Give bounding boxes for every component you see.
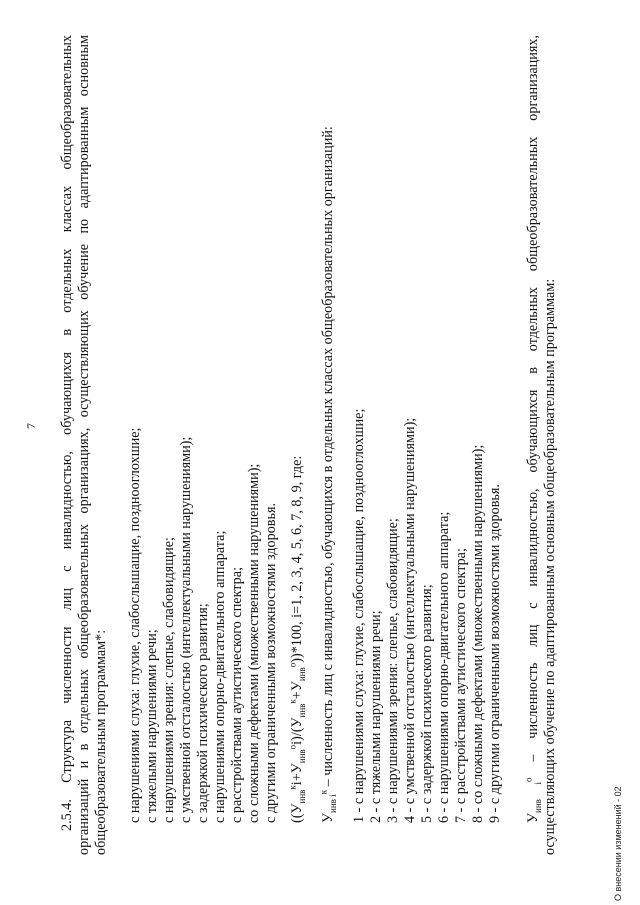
formula [289, 456, 306, 823]
numbered-category-item: 6 - с нарушениями опорно-двигательного аппарата; [436, 511, 452, 823]
category-item: с расстройствами аутистического спектра; [229, 566, 245, 823]
category-item: с нарушениями зрения: слепые, слабовидящие; [161, 537, 177, 823]
footer-note: О внесении изменений - 02 [613, 786, 623, 901]
formula-sub: инв [296, 789, 307, 804]
formula-sup: о [287, 744, 298, 750]
section-heading-line-1: 2.5.4. Структура численности лиц с инвалидностью, обучающихся в отдельных классах общеобразовательных [59, 35, 75, 831]
page-number: 7 [24, 423, 38, 429]
definition-sup: о [523, 777, 534, 782]
definition-sup: к [318, 789, 329, 795]
definition-k [320, 126, 337, 823]
formula-sup: о [287, 662, 298, 668]
formula-part: i [289, 740, 305, 745]
numbered-category-item: 2 - с тяжелыми нарушениями речи; [368, 610, 384, 823]
definition-sub: инв i [327, 794, 338, 813]
numbered-category-item: 9 - с другими ограниченными возможностями здоровья. [487, 484, 503, 823]
category-item: со сложными дефектами (множественными нарушениями); [246, 463, 262, 823]
category-item: с другими ограниченными возможностями здоровья. [263, 502, 279, 823]
definition-o [525, 35, 542, 823]
formula-sub: инв [296, 667, 307, 682]
numbered-category-item: 4 - с умственной отсталостью (интеллектуальными нарушениями); [402, 417, 418, 823]
category-item: с нарушениями слуха: глухие, слабослышащие, позднооглохшие; [127, 427, 143, 823]
formula-part: +У [289, 681, 305, 700]
definition-o-line-2: осуществляющих обучение по адаптированным основным общеобразовательным программам: [542, 278, 558, 855]
definition-symbol: У [525, 812, 541, 823]
numbered-category-item: 8 - со сложными дефектами (множественными нарушениями); [470, 444, 486, 823]
definition-text: – численность лиц с инвалидностью, обучающихся в отдельных общеобразовательных организациях, [525, 34, 541, 762]
definition-symbol: У [320, 812, 336, 823]
formula-part: )/(У [289, 717, 305, 741]
definition-sub: инв i [532, 782, 543, 813]
category-item: с задержкой психического развития; [195, 603, 211, 823]
formula-sup: к [287, 699, 298, 704]
category-item: с умственной отсталостью (интеллектуальными нарушениями); [178, 436, 194, 823]
formula-part: ((У [289, 803, 305, 823]
formula-sub: инв [296, 703, 307, 718]
numbered-category-item: 3 - с нарушениями зрения: слепые, слабовидящие; [385, 518, 401, 823]
numbered-category-item: 7 - с расстройствами аутистического спектра; [453, 548, 469, 823]
category-item: с тяжелыми нарушениями речи; [144, 629, 160, 823]
formula-part: i [289, 781, 305, 786]
formula-part: +У [289, 763, 305, 782]
section-heading-line-3: общеобразовательным программам*: [93, 629, 109, 855]
formula-part: ))*100, i=1, 2, 3, 4, 5, 6, 7, 8, 9, где: [289, 455, 305, 663]
section-heading-line-2: организаций и в отдельных общеобразовательных организациях, осуществляющих обучение по адаптированным основным [76, 35, 92, 855]
definition-text: – численность лиц с инвалидностью, обучающихся в отдельных классах общеобразовательных организаций: [320, 126, 336, 787]
numbered-category-item: 1 - с нарушениями слуха: глухие, слабослышащие, позднооглохшие; [351, 408, 367, 823]
numbered-category-item: 5 - с задержкой психического развития; [419, 584, 435, 823]
formula-sup: к [287, 785, 298, 790]
category-item: с нарушениями опорно-двигательного аппарата; [212, 530, 228, 823]
formula-sub: инв [296, 749, 307, 764]
